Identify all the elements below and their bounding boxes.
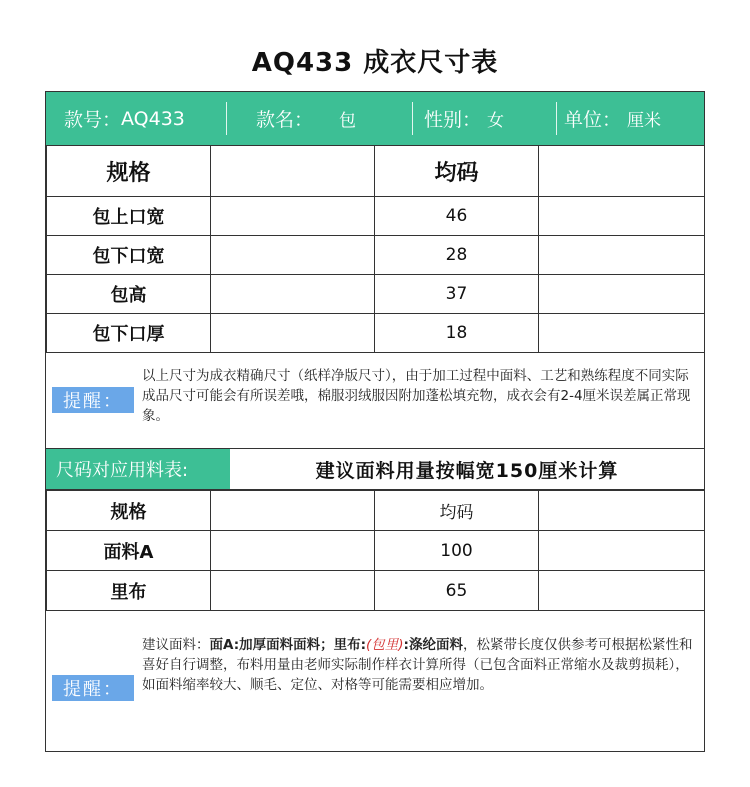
reminder-text: 以上尺寸为成衣精确尺寸（纸样净版尺寸），由于加工过程中面料、工艺和熟练程度不同实际成品尺寸可能会有所误差哦，棉服羽绒服因附加蓬松填充物，成衣会有2-4厘米误差属正常现象。: [142, 368, 691, 424]
page-title: AQ433 成衣尺寸表: [251, 48, 499, 78]
table-row: [47, 314, 705, 353]
table-row: [47, 275, 705, 314]
gender-label: 性别：: [424, 109, 482, 131]
row-value: 37: [375, 275, 539, 314]
divider: [412, 102, 413, 135]
empty-cell: [211, 491, 375, 531]
empty-cell: [539, 275, 705, 314]
reminder-text-highlight: (包里): [366, 637, 404, 653]
row-value: 46: [375, 197, 539, 236]
table-row: [47, 197, 705, 236]
style-number-value: AQ433: [121, 107, 185, 130]
table-header-row: [47, 491, 705, 531]
empty-cell: [211, 571, 375, 611]
row-value: 18: [375, 314, 539, 353]
style-name-value: 包: [339, 111, 357, 131]
fabric-table: [46, 490, 705, 611]
empty-cell: [211, 146, 375, 197]
unit: [564, 92, 661, 145]
reminder-text-bold: :涤纶面料: [403, 637, 463, 653]
divider: [556, 102, 557, 135]
style-name-label: 款名：: [256, 109, 314, 131]
row-label: 包下口宽: [47, 236, 211, 275]
reminder-size-accuracy: [46, 350, 704, 448]
gender-value: 女: [487, 111, 505, 131]
style-number: [64, 92, 185, 145]
table-row: [47, 571, 705, 611]
divider: [226, 102, 227, 135]
empty-cell: [539, 314, 705, 353]
reminder-fabric-usage: [46, 609, 704, 752]
reminder-text-part: 建议面料：: [142, 637, 210, 653]
table-row: [47, 531, 705, 571]
fabric-width-note: 建议面料用量按幅宽150厘米计算: [315, 459, 619, 482]
empty-cell: [539, 236, 705, 275]
row-label: 里布: [47, 571, 211, 611]
spec-header: 规格: [47, 146, 211, 197]
size-chart-frame: [45, 91, 705, 752]
style-name: [256, 92, 356, 145]
row-label: 包下口厚: [47, 314, 211, 353]
size-header: 均码: [375, 491, 539, 531]
table-row: [47, 236, 705, 275]
row-label: 包高: [47, 275, 211, 314]
empty-cell: [539, 571, 705, 611]
empty-cell: [539, 491, 705, 531]
reminder-text: [142, 635, 694, 695]
info-bar: [46, 92, 704, 145]
gender: [424, 92, 504, 145]
empty-cell: [539, 146, 705, 197]
empty-cell: [539, 197, 705, 236]
empty-cell: [539, 531, 705, 571]
reminder-tag: 提醒：: [52, 675, 134, 701]
empty-cell: [211, 197, 375, 236]
fabric-usage-tag: 尺码对应用料表:: [46, 449, 230, 489]
reminder-tag: 提醒：: [52, 387, 134, 413]
empty-cell: [211, 531, 375, 571]
size-header: 均码: [375, 146, 539, 197]
row-label: 面料A: [47, 531, 211, 571]
fabric-usage-bar: [46, 448, 704, 490]
row-value: 65: [375, 571, 539, 611]
table-header-row: [47, 146, 705, 197]
row-label: 包上口宽: [47, 197, 211, 236]
unit-value: 厘米: [627, 111, 662, 131]
reminder-text-part: ，松紧带长度仅供参考可根据松紧性和喜好自行调整，布料用量由老师实际制作样衣计算所得（已包含面料正常缩水及裁剪损耗），如面料缩率较大、顺毛、定位、对格等可能需要相应增加。: [142, 637, 693, 693]
empty-cell: [211, 275, 375, 314]
row-value: 28: [375, 236, 539, 275]
unit-label: 单位：: [564, 109, 622, 131]
style-number-label: 款号：: [64, 109, 122, 131]
row-value: 100: [375, 531, 539, 571]
reminder-text-bold: 面A:加厚面料面料；里布:: [209, 637, 366, 653]
size-table: [46, 145, 705, 353]
spec-header: 规格: [47, 491, 211, 531]
empty-cell: [211, 314, 375, 353]
empty-cell: [211, 236, 375, 275]
